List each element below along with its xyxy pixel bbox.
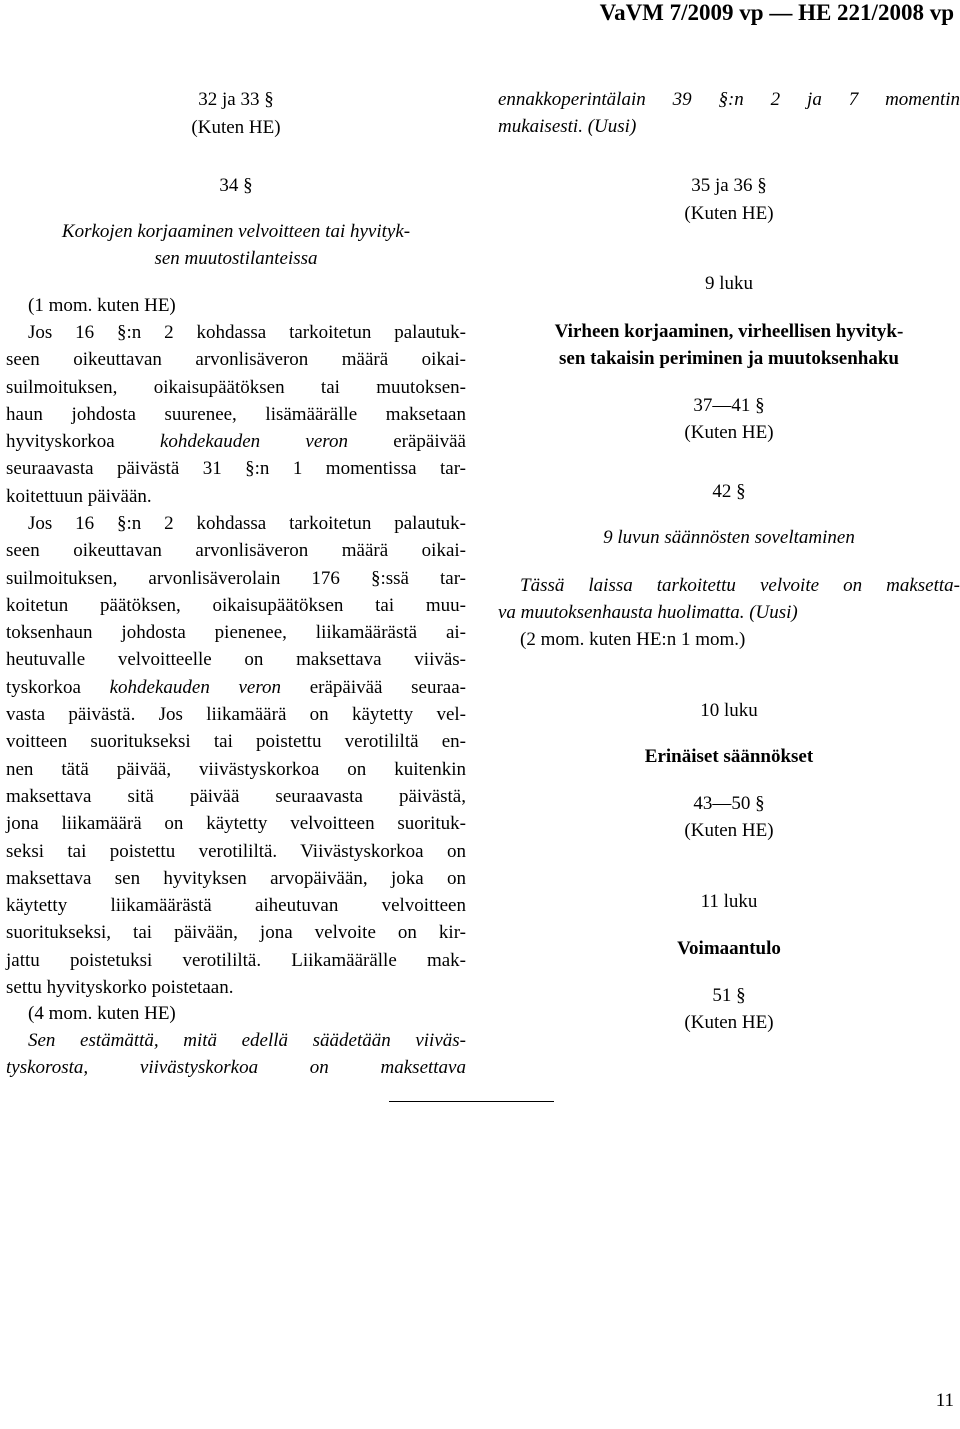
text-line: seen oikeuttavan arvonlisäveron määrä oikai- [6, 349, 466, 371]
text-line: jona liikamäärä on käytetty velvoitteen suorituk- [6, 813, 466, 835]
section-34-title-line2: sen muutostilanteissa [154, 248, 318, 269]
text-line: jattu poistetuksi verotililtä. Liikamäärälle mak- [6, 949, 466, 971]
text-line: seuraavasta päivästä 31 §:n 1 momentissa tar- [6, 458, 466, 480]
text-line: Jos 16 §:n 2 kohdassa tarkoitetun palautuk- [28, 322, 466, 343]
text-line: va muutoksenhausta huolimatta. (Uusi) [498, 602, 798, 624]
text-line: Tässä laissa tarkoitettu velvoite on maksetta- [520, 575, 960, 596]
text-line: käytetty liikamäärästä aiheutuvan velvoitteen [6, 895, 466, 917]
text-line: maksettava sen hyvityksen arvopäivään, joka on [6, 867, 466, 889]
text-line: tyskorkoa kohdekauden veron eräpäivää seuraa- [6, 676, 466, 698]
text-line: koitettuun päivään. [6, 485, 152, 507]
section-42-paragraph [498, 572, 960, 627]
chapter-9-number: 9 luku [704, 273, 754, 294]
text-line: hyvityskorkoa kohdekauden veron eräpäivää [6, 431, 466, 453]
section-42-moment-note: (2 mom. kuten HE:n 1 mom.) [520, 629, 746, 650]
text-line: Sen estämättä, mitä edellä säädetään viiväs- [28, 1030, 466, 1051]
text-line: maksettava sitä päivää seuraavasta päivästä, [6, 785, 466, 807]
text-line: toksenhaun johdosta pienenee, liikamäärästä ai- [6, 622, 466, 644]
section-32-33-note: (Kuten HE) [191, 117, 281, 138]
paragraph-1 [6, 319, 466, 510]
section-37-41-note: (Kuten HE) [684, 422, 774, 443]
section-43-50-heading: 43—50 § [693, 793, 765, 814]
chapter-11-number: 11 luku [700, 891, 758, 912]
text-line: haun johdosta suurenee, lisämäärälle maksetaan [6, 403, 466, 425]
section-35-36-heading: 35 ja 36 § [691, 175, 767, 196]
section-35-36-note: (Kuten HE) [684, 203, 774, 224]
paragraph-3-end [498, 86, 960, 141]
text-line: heutuvalle velvoitteelle on maksettava viiväs- [6, 649, 466, 671]
text-line: mukaisesti. (Uusi) [498, 116, 637, 138]
text-line: ennakkoperintälain 39 §:n 2 ja 7 momentin [498, 89, 960, 110]
section-43-50-note: (Kuten HE) [684, 820, 774, 841]
text-line: seen oikeuttavan arvonlisäveron määrä oikai- [6, 540, 466, 562]
section-34-title-line1: Korkojen korjaaminen velvoitteen tai hyvityk- [61, 221, 411, 242]
section-34-heading: 34 § [219, 175, 253, 196]
text-line: koitetun päätöksen, oikaisupäätöksen tai muu- [6, 594, 466, 616]
section-51-heading: 51 § [712, 985, 746, 1006]
section-51-note: (Kuten HE) [684, 1012, 774, 1033]
chapter-9-title-line2: sen takaisin periminen ja muutoksenhaku [559, 348, 899, 369]
moment-4-note: (4 mom. kuten HE) [28, 1003, 176, 1024]
moment-1-note: (1 mom. kuten HE) [28, 295, 176, 316]
text-line: voitteen suoritukseksi tai poistettu verotililtä en- [6, 731, 466, 753]
text-line: settu hyvityskorko poistetaan. [6, 977, 234, 999]
paragraph-3-start [6, 1027, 466, 1082]
text-line: tyskorosta, viivästyskorkoa on maksettava [6, 1057, 466, 1079]
text-line: vasta päivästä. Jos liikamäärä on käytetty vel- [6, 704, 466, 726]
section-42-title: 9 luvun säännösten soveltaminen [603, 527, 855, 548]
chapter-10-title: Erinäiset säännökset [644, 746, 814, 767]
section-42-heading: 42 § [712, 481, 746, 502]
section-37-41-heading: 37—41 § [693, 395, 765, 416]
end-rule [389, 1101, 554, 1102]
text-line: suilmoituksen, arvonlisäverolain 176 §:ssä tar- [6, 567, 466, 589]
chapter-11-title: Voimaantulo [677, 938, 781, 959]
chapter-9-title-line1: Virheen korjaaminen, virheellisen hyvityk- [554, 321, 904, 342]
page-number: 11 [935, 1390, 954, 1411]
text-line: suoritukseksi, tai päivään, jona velvoite on kir- [6, 922, 466, 944]
chapter-10-number: 10 luku [700, 700, 758, 721]
section-32-33-heading: 32 ja 33 § [198, 89, 274, 110]
running-header: VaVM 7/2009 vp — HE 221/2008 vp [599, 0, 954, 25]
text-line: Jos 16 §:n 2 kohdassa tarkoitetun palautuk- [28, 513, 466, 534]
text-line: nen tätä päivää, viivästyskorkoa on kuitenkin [6, 758, 466, 780]
text-line: suilmoituksen, oikaisupäätöksen tai muutoksen- [6, 376, 466, 398]
text-line: seksi tai poistettu verotililtä. Viivästyskorkoa on [6, 840, 466, 862]
paragraph-2 [6, 510, 466, 1001]
